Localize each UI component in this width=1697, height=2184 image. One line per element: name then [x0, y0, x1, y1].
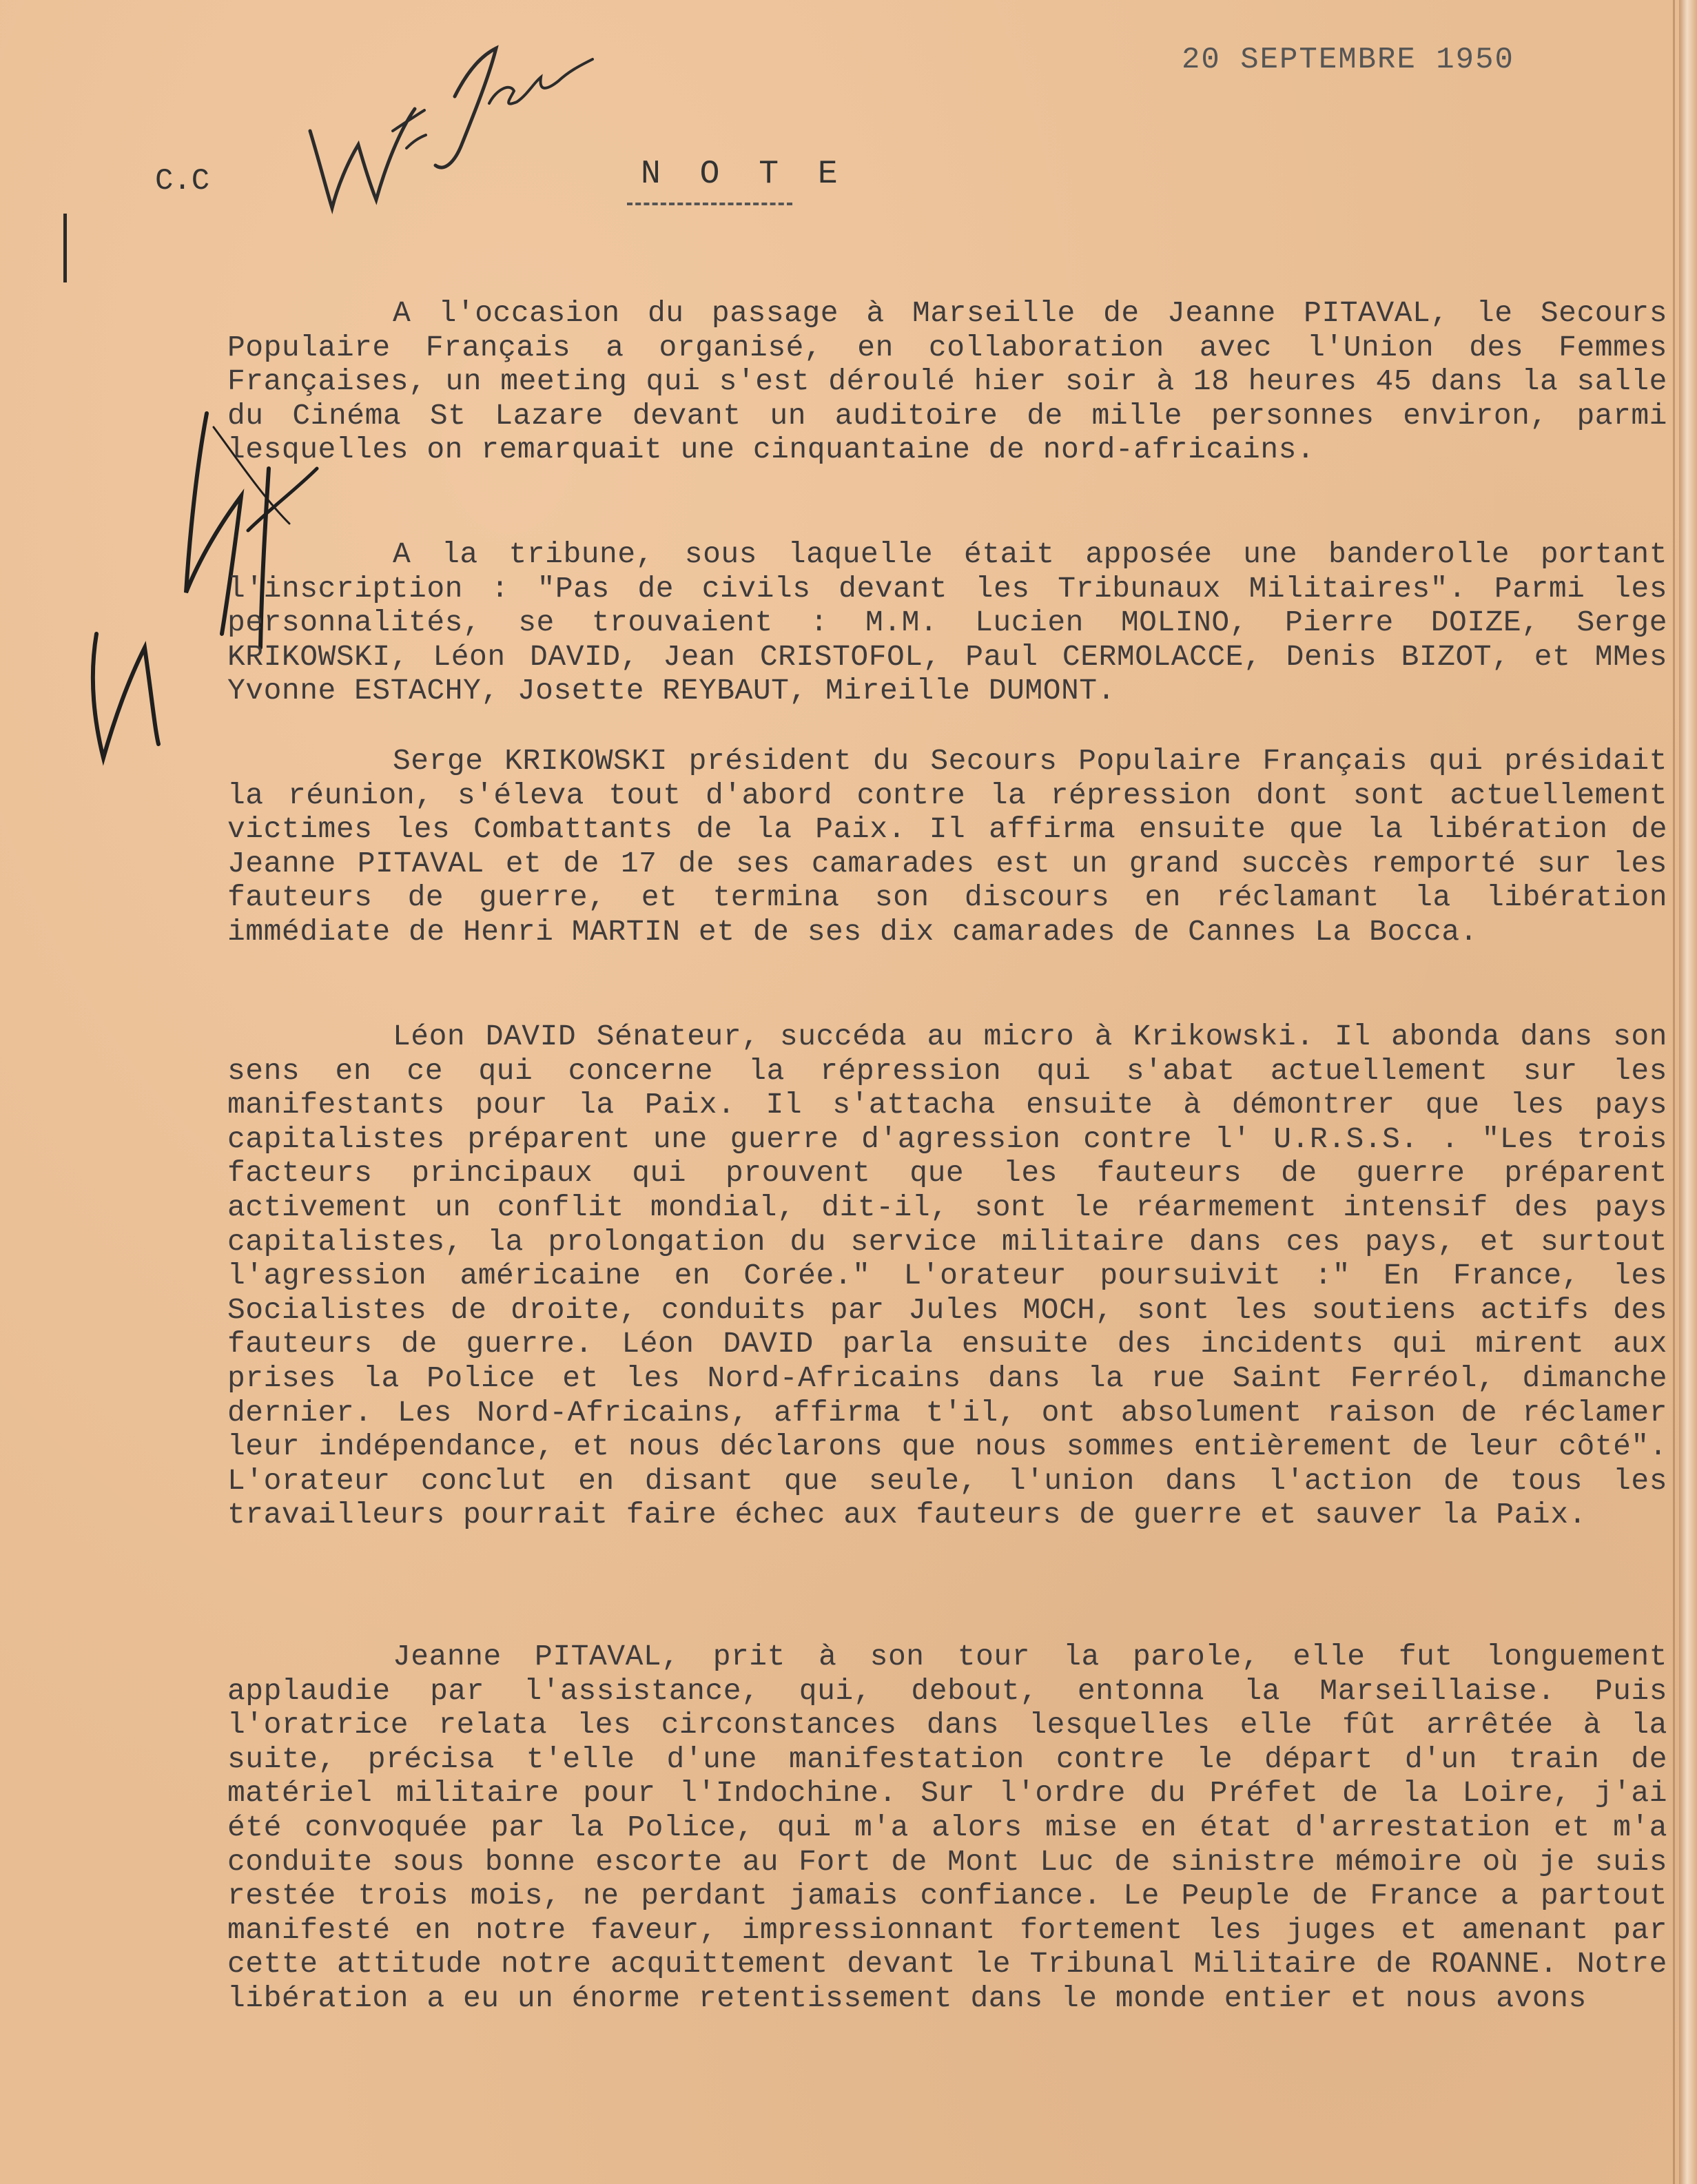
document-date: 20 SEPTEMBRE 1950: [1182, 43, 1514, 77]
page-edge: [1679, 0, 1697, 2184]
title-underline: [627, 203, 792, 205]
paragraph-meeting: A l'occasion du passage à Marseille de Jeanne PITAVAL, le Secours Populaire Français a organisé, en collaboration avec l'Union des Femmes Françaises, un meeting qui s'est déroulé hier soir à 18 heures 45 dans la salle du Cinéma St Lazare devant un auditoire de mille personnes environ, parmi lesquelles on remarquait une cinquantaine de nord-africains.: [227, 296, 1667, 467]
paragraph-pitaval: Jeanne PITAVAL, prit à son tour la parole, elle fut longuement applaudie par l'assistance, qui, debout, entonna la Marseillaise. Puis l'oratrice relata les circonstances dans lesquelles elle fût arrêtée à la suite, précisa t'elle d'une manifestation contre le départ d'un train de matériel militaire pour l'Indochine. Sur l'ordre du Préfet de la Loire, j'ai été convoquée par la Police, qui m'a alors mise en état d'arrestation et m'a conduite sous bonne escorte au Fort de Mont Luc de sinistre mémoire où je suis restée trois mois, ne perdant jamais confiance. Le Peuple de France a partout manifesté en notre faveur, impressionnant fortement les juges et amenant par cette attitude notre acquittement devant le Tribunal Militaire de ROANNE. Notre libération a eu un énorme retentissement dans le monde entier et nous avons: [227, 1640, 1667, 2015]
page-edge-line: [1673, 0, 1675, 2184]
paragraph-david: Léon DAVID Sénateur, succéda au micro à Krikowski. Il abonda dans son sens en ce qui concerne la répression qui s'abat actuellement sur les manifestants pour la Paix. Il s'attacha ensuite à démontrer que les pays capitalistes préparent une guerre d'agression contre l' U.R.S.S. . "Les trois facteurs principaux qui prouvent que les fauteurs de guerre préparent activement un conflit mondial, dit-il, sont le réarmement intensif des pays capitalistes, la prolongation du service militaire dans ces pays, et surtout l'agression américaine en Corée." L'orateur poursuivit :" En France, les Socialistes de droite, conduits par Jules MOCH, sont les soutiens actifs des fauteurs de guerre. Léon DAVID parla ensuite des incidents qui mirent aux prises la Police et les Nord-Africains dans la rue Saint Ferréol, dimanche dernier. Les Nord-Africains, affirma t'il, ont absolument raison de réclamer leur indépendance, et nous déclarons que nous sommes entièrement de leur côté". L'orateur conclut en disant que seule, l'union dans l'action de tous les travailleurs pourrait faire échec aux fauteurs de guerre et sauver la Paix.: [227, 1020, 1667, 1532]
paragraph-krikowski: Serge KRIKOWSKI président du Secours Populaire Français qui présidait la réunion, s'éleva tout d'abord contre la répression dont sont actuellement victimes les Combattants de la Paix. Il affirma ensuite que la libération de Jeanne PITAVAL et de 17 de ses camarades est un grand succès remporté sur les fauteurs de guerre, et termina son discours en réclamant la libération immédiate de Henri MARTIN et de ses dix camarades de Cannes La Bocca.: [227, 744, 1667, 949]
paragraph-tribune: A la tribune, sous laquelle était apposée une banderolle portant l'inscription : "Pas de civils devant les Tribunaux Militaires". Parmi les personnalités, se trouvaient : M.M. Lucien MOLINO, Pierre DOIZE, Serge KRIKOWSKI, Léon DAVID, Jean CRISTOFOL, Paul CERMOLACCE, Denis BIZOT, et MMes Yvonne ESTACHY, Josette REYBAUT, Mireille DUMONT.: [227, 537, 1667, 708]
document-title: N O T E: [641, 156, 847, 193]
document-reference: C.C: [155, 164, 210, 198]
margin-mark: [63, 214, 67, 282]
handwritten-annotation-signature: [289, 28, 620, 234]
